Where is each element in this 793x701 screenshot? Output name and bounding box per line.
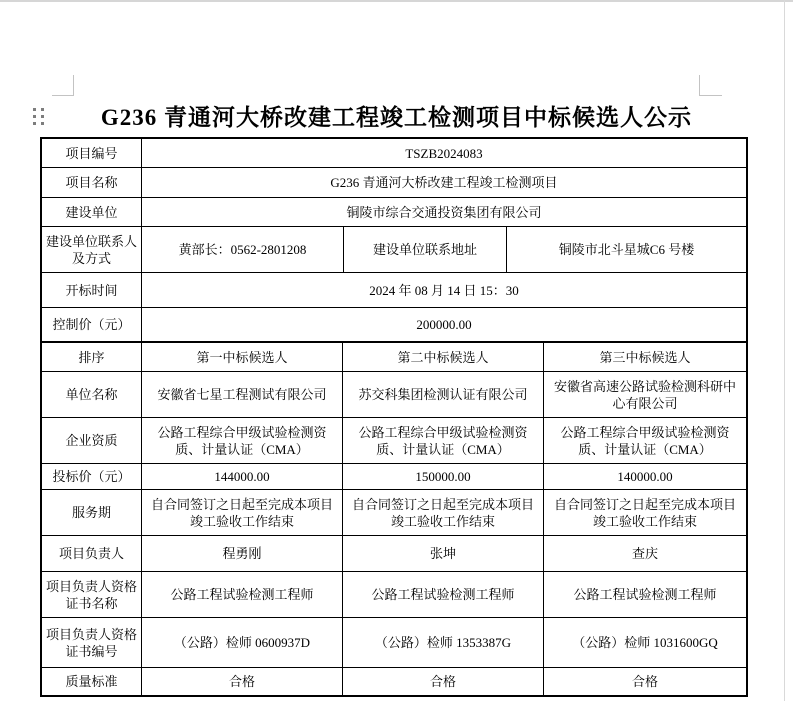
candidate-3-value: 140000.00 (617, 469, 673, 484)
candidate-1-value: 安徽省七星工程测试有限公司 (142, 372, 343, 417)
candidate-1-value: 第一中标候选人 (142, 343, 343, 371)
row-value: 200000.00 (416, 317, 472, 332)
table-row-project-name (42, 168, 746, 198)
address-value: 铜陵市北斗星城C6 号楼 (558, 242, 695, 257)
row-value: TSZB2024083 (405, 145, 483, 161)
candidate-2-value: （公路）检师 1353387G (343, 618, 544, 667)
candidate-1-value: 合格 (142, 668, 343, 695)
candidate-1-value: 公路工程试验检测工程师 (142, 572, 343, 617)
candidate-3-value: 查庆 (631, 546, 658, 561)
row-label: 投标价（元） (42, 464, 142, 489)
row-value: G236 青通河大桥改建工程竣工检测项目 (330, 175, 558, 190)
table-row-company-name (42, 372, 746, 418)
row-label: 项目负责人 (42, 536, 142, 571)
row-label: 单位名称 (42, 372, 142, 417)
table-row-cert-name (42, 572, 746, 618)
table-row-qualification (42, 418, 746, 464)
candidate-1-value: 公路工程综合甲级试验检测资质、计量认证（CMA） (142, 418, 343, 463)
candidate-2-value: 第二中标候选人 (343, 343, 544, 371)
candidate-2-value: 150000.00 (343, 464, 544, 489)
row-label: 质量标准 (42, 668, 142, 695)
table-row-project-leader (42, 536, 746, 572)
row-label: 企业资质 (42, 418, 142, 463)
candidate-2-value: 自合同签订之日起至完成本项目竣工验收工作结束 (343, 490, 544, 535)
page-top-edge-line (0, 0, 793, 2)
table-row-contact (42, 227, 746, 273)
candidate-1-value: （公路）检师 0600937D (142, 618, 343, 667)
row-label: 排序 (42, 343, 142, 371)
candidate-1-value: 144000.00 (142, 464, 343, 489)
row-label: 建设单位联系人及方式 (42, 227, 142, 272)
table-row-cert-number (42, 618, 746, 668)
bid-announcement-table (40, 137, 748, 697)
candidate-2-value: 公路工程综合甲级试验检测资质、计量认证（CMA） (343, 418, 544, 463)
row-label: 控制价（元） (42, 308, 142, 341)
candidate-1-value: 程勇刚 (142, 536, 343, 571)
row-label: 项目负责人资格证书编号 (42, 618, 142, 667)
table-row-open-time (42, 273, 746, 308)
address-label: 建设单位联系地址 (344, 227, 507, 272)
candidate-3-value: 自合同签订之日起至完成本项目竣工验收工作结束 (553, 496, 736, 529)
candidate-3-value: 公路工程试验检测工程师 (573, 587, 717, 602)
page-title: G236 青通河大桥改建工程竣工检测项目中标候选人公示 (100, 105, 693, 130)
candidate-1-value: 自合同签订之日起至完成本项目竣工验收工作结束 (142, 490, 343, 535)
row-label: 项目名称 (42, 168, 142, 197)
candidate-3-value: 安徽省高速公路试验检测科研中心有限公司 (553, 378, 736, 411)
row-label: 开标时间 (42, 273, 142, 307)
candidate-2-value: 公路工程试验检测工程师 (343, 572, 544, 617)
table-row-rank (42, 343, 746, 372)
candidate-3-value: 公路工程综合甲级试验检测资质、计量认证（CMA） (560, 424, 730, 457)
row-label: 项目负责人资格证书名称 (42, 572, 142, 617)
row-label: 建设单位 (42, 198, 142, 226)
row-value: 铜陵市综合交通投资集团有限公司 (346, 204, 542, 220)
table-row-project-no (42, 139, 746, 168)
candidate-3-value: （公路）检师 1031600GQ (572, 635, 718, 650)
table-row-control-price (42, 308, 746, 343)
row-value: 2024 年 08 月 14 日 15：30 (369, 282, 519, 298)
contact-value: 黄部长：0562-2801208 (142, 227, 344, 272)
row-label: 项目编号 (42, 139, 142, 167)
table-row-owner (42, 198, 746, 227)
table-row-service-period (42, 490, 746, 536)
candidate-2-value: 张坤 (343, 536, 544, 571)
margin-corner-mark-right (699, 75, 722, 96)
table-row-quality-standard (42, 668, 746, 695)
table-row-bid-price (42, 464, 746, 490)
margin-corner-mark-left (52, 75, 74, 96)
row-label: 服务期 (42, 490, 142, 535)
candidate-3-value: 第三中标候选人 (599, 349, 691, 365)
candidate-3-value: 合格 (631, 674, 658, 689)
candidate-2-value: 合格 (343, 668, 544, 695)
candidate-2-value: 苏交科集团检测认证有限公司 (343, 372, 544, 417)
